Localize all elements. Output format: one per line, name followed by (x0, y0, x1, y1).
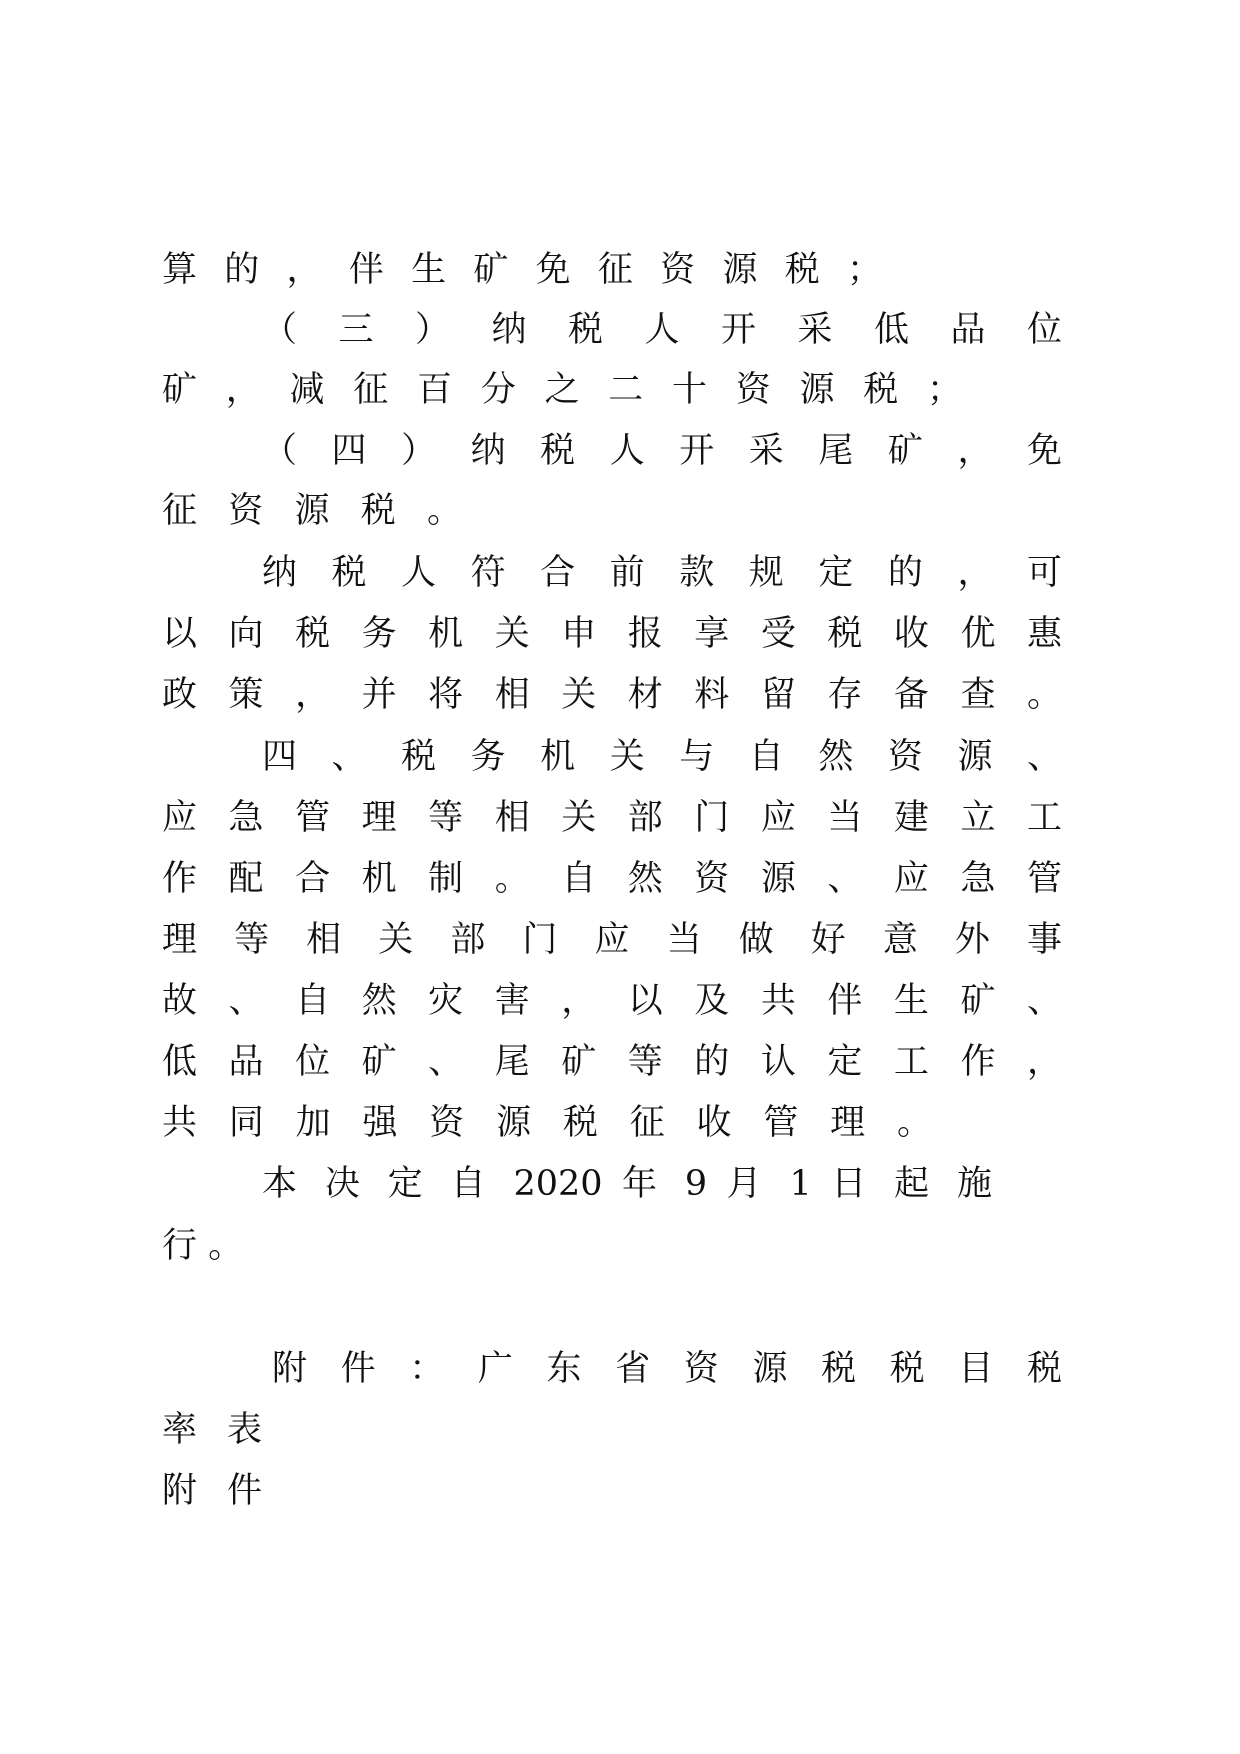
attachment-heading: 附 件 (162, 1471, 262, 1511)
body-text-line: 四 、 税 务 机 关 与 自 然 资 源 、 (262, 737, 1062, 777)
body-text-line: 征 资 源 税 。 (162, 491, 462, 531)
attachment-label-continued: 率 表 (162, 1410, 262, 1450)
body-text-line: 本 决 定 自 2020 年 9 月 1 日 起 施 (262, 1164, 992, 1204)
attachment-label: 附 件 ： 广 东 省 资 源 税 税 目 税 (272, 1349, 1062, 1389)
body-text-line: 算 的 ， 伴 生 矿 免 征 资 源 税 ； (162, 250, 882, 290)
body-text-line: （ 四 ） 纳 税 人 开 采 尾 矿 ， 免 (262, 431, 1062, 471)
body-text-line: 应 急 管 理 等 相 关 部 门 应 当 建 立 工 (162, 798, 1062, 838)
body-text-line: 矿 ， 减 征 百 分 之 二 十 资 源 税 ； (162, 370, 962, 410)
body-text-line: （ 三 ） 纳 税 人 开 采 低 品 位 (262, 310, 1062, 350)
body-text-line: 作 配 合 机 制 。 自 然 资 源 、 应 急 管 (162, 859, 1062, 899)
body-text-line: 理 等 相 关 部 门 应 当 做 好 意 外 事 (162, 920, 1062, 960)
body-text-line: 共 同 加 强 资 源 税 征 收 管 理 。 (162, 1103, 932, 1143)
body-text-line: 纳 税 人 符 合 前 款 规 定 的 ， 可 (262, 553, 1062, 593)
body-text-line: 低 品 位 矿 、 尾 矿 等 的 认 定 工 作 ， (162, 1042, 1062, 1082)
body-text-line: 政 策 ， 并 将 相 关 材 料 留 存 备 查 。 (162, 675, 1062, 715)
body-text-line: 行 。 (162, 1226, 244, 1266)
body-text-line: 以 向 税 务 机 关 申 报 享 受 税 收 优 惠 (162, 614, 1062, 654)
body-text-line: 故 、 自 然 灾 害 ， 以 及 共 伴 生 矿 、 (162, 981, 1062, 1021)
